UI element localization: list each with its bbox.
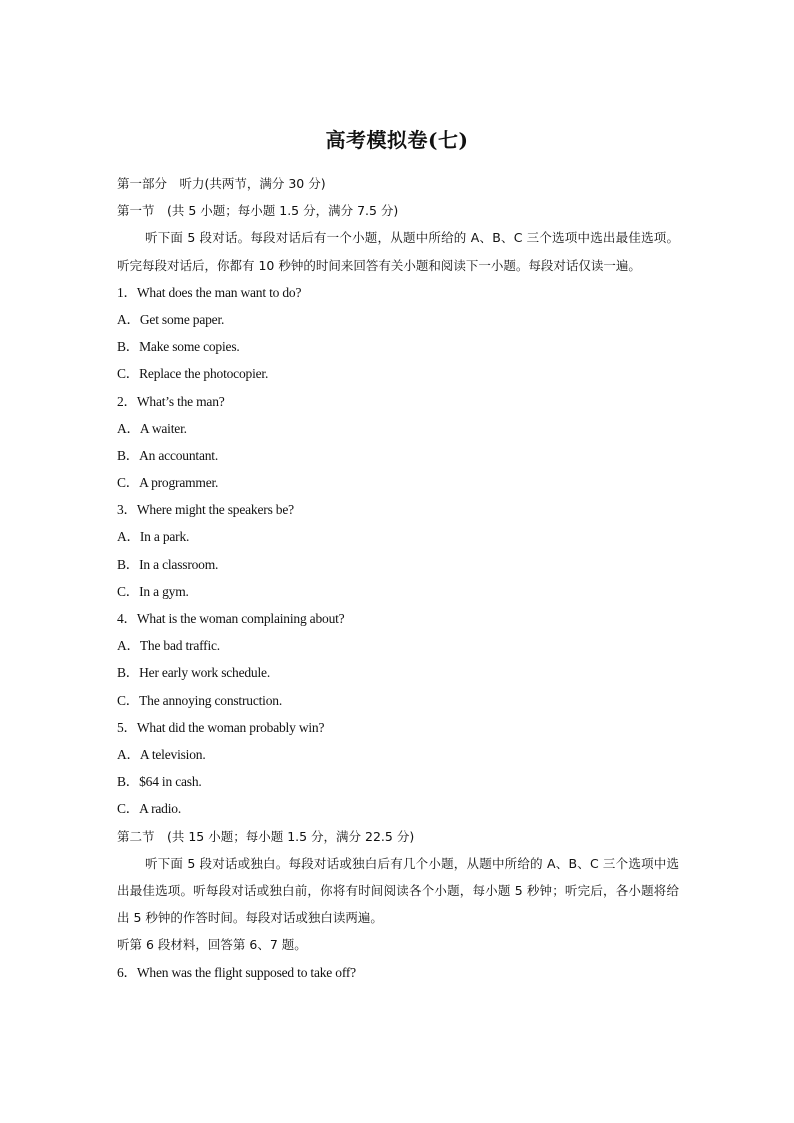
- option-b: B．Make some copies.: [117, 339, 240, 355]
- question-1: [117, 279, 679, 388]
- question-3: [117, 496, 679, 605]
- section2-instructions: 听下面 5 段对话或独白。每段对话或独白后有几个小题，从题中所给的 A、B、C 三个选项中选出最佳选项。听每段对话或独白前，你将有时间阅读各个小题，每小题 5 秒钟；听完后，各小题将给出 5 秒钟的作答时间。每段对话或独白读两遍。: [117, 855, 679, 926]
- section2-heading: 第二节 (共 15 小题；每小题 1.5 分，满分 22.5 分): [117, 828, 415, 844]
- option-c: C．A radio.: [117, 801, 181, 817]
- option-a: A．A waiter.: [117, 420, 187, 436]
- option-a: A．Get some paper.: [117, 311, 225, 327]
- option-c: C．A programmer.: [117, 475, 219, 491]
- question-6-stem: 6．When was the flight supposed to take off?: [117, 964, 356, 980]
- question-5: [117, 714, 679, 823]
- option-a: A．A television.: [117, 746, 206, 762]
- option-a: A．In a park.: [117, 529, 190, 545]
- question-stem: 3．Where might the speakers be?: [117, 502, 294, 518]
- option-b: B．In a classroom.: [117, 556, 219, 572]
- question-stem: 5．What did the woman probably win?: [117, 719, 325, 735]
- section1-heading: 第一节 (共 5 小题；每小题 1.5 分，满分 7.5 分): [117, 203, 399, 219]
- material6-label: 听第 6 段材料，回答第 6、7 题。: [117, 937, 307, 953]
- question-stem: 2．What’s the man?: [117, 393, 225, 409]
- option-b: B．$64 in cash.: [117, 774, 202, 790]
- option-c: C．Replace the photocopier.: [117, 366, 269, 382]
- option-b: B．An accountant.: [117, 447, 219, 463]
- page-title: 高考模拟卷(七): [325, 128, 469, 152]
- question-stem: 4．What is the woman complaining about?: [117, 611, 345, 627]
- question-4: [117, 605, 679, 714]
- option-b: B．Her early work schedule.: [117, 665, 270, 681]
- question-stem: 1．What does the man want to do?: [117, 284, 302, 300]
- exam-content: [117, 170, 679, 986]
- option-c: C．In a gym.: [117, 583, 189, 599]
- question-2: [117, 388, 679, 497]
- option-a: A．The bad traffic.: [117, 638, 220, 654]
- option-c: C．The annoying construction.: [117, 692, 282, 708]
- part1-heading: 第一部分 听力(共两节，满分 30 分): [117, 176, 326, 191]
- section1-instructions: 听下面 5 段对话。每段对话后有一个小题，从题中所给的 A、B、C 三个选项中选出最佳选项。听完每段对话后，你都有 10 秒钟的时间来回答有关小题和阅读下一小题。每段对话仅读一遍。: [117, 230, 679, 273]
